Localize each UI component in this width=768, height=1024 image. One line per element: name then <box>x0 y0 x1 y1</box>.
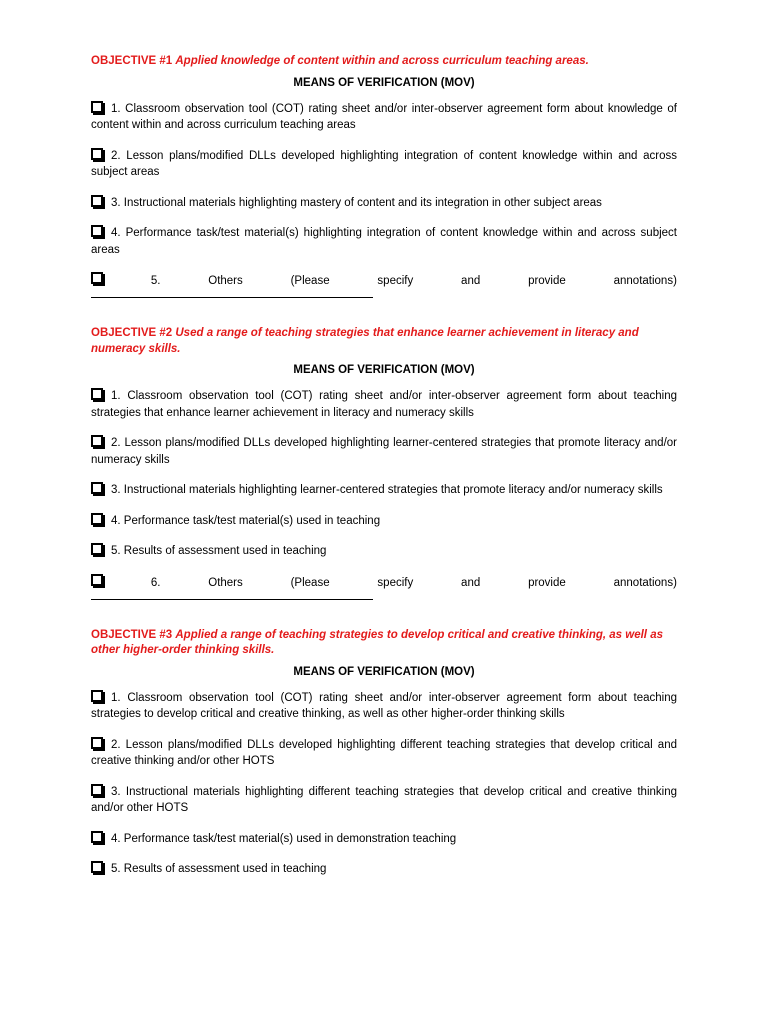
others-word: (Please <box>290 275 330 287</box>
specify-blank-line[interactable] <box>91 289 373 298</box>
mov-item: 3. Instructional materials highlighting different teaching strategies that develop critical and creative thinking and/or other HOTS <box>91 785 677 814</box>
checkbox[interactable] <box>91 831 103 843</box>
mov-item: 5. Results of assessment used in teaching <box>91 861 677 878</box>
checkbox[interactable] <box>91 482 103 494</box>
mov-heading-1: MEANS OF VERIFICATION (MOV) <box>293 76 475 89</box>
mov-item: 4. Performance task/test material(s) used in demonstration teaching <box>91 831 677 848</box>
others-word: and <box>461 275 481 287</box>
others-row <box>91 272 677 289</box>
mov-item: 4. Performance task/test material(s) used in teaching <box>91 513 677 530</box>
checkbox[interactable] <box>91 574 103 586</box>
others-word: provide <box>528 576 566 589</box>
checkbox[interactable] <box>91 737 103 749</box>
others-word: annotations) <box>613 275 677 287</box>
others-word: Others <box>208 275 243 287</box>
checkbox[interactable] <box>91 388 103 400</box>
objective-3-text: Applied a range of teaching strategies to develop critical and creative thinking, as well as other higher-order thinking skills. <box>91 628 663 656</box>
checkbox[interactable] <box>91 690 103 702</box>
mov-item: 2. Lesson plans/modified DLLs developed highlighting integration of content knowledge within and across subject areas <box>91 149 677 178</box>
specify-blank-line[interactable] <box>91 591 373 600</box>
objective-3-section <box>91 628 677 878</box>
checkbox[interactable] <box>91 225 103 237</box>
mov-item: 1. Classroom observation tool (COT) rating sheet and/or inter-observer agreement form about knowledge of content within and across curriculum teaching areas <box>91 102 677 131</box>
checkbox[interactable] <box>91 861 103 873</box>
objective-2-heading <box>91 326 677 357</box>
mov-item: 4. Performance task/test material(s) highlighting integration of content knowledge within and across subject areas <box>91 227 677 256</box>
objective-1-label: OBJECTIVE #1 <box>91 55 173 67</box>
mov-item: 3. Instructional materials highlighting learner-centered strategies that promote literacy and/or numeracy skills <box>91 482 677 499</box>
others-word: and <box>461 576 481 589</box>
others-word: specify <box>377 275 414 287</box>
checkbox[interactable] <box>91 435 103 447</box>
mov-heading-2: MEANS OF VERIFICATION (MOV) <box>293 364 475 376</box>
checkbox[interactable] <box>91 195 103 207</box>
mov-item: 1. Classroom observation tool (COT) rating sheet and/or inter-observer agreement form about teaching strategies to develop critical and creative thinking, as well as other higher-order thinking skills <box>91 691 677 720</box>
objective-2-label: OBJECTIVE #2 <box>91 327 173 339</box>
checkbox[interactable] <box>91 543 103 555</box>
mov-item: 1. Classroom observation tool (COT) rating sheet and/or inter-observer agreement form about teaching strategies that enhance learner achievement in literacy and numeracy skills <box>91 390 677 419</box>
checkbox[interactable] <box>91 272 103 284</box>
others-word: 5. <box>150 275 161 287</box>
others-word: 6. <box>150 576 161 589</box>
objective-2-text: Used a range of teaching strategies that enhance learner achievement in literacy and numeracy skills. <box>91 327 639 355</box>
mov-heading-3: MEANS OF VERIFICATION (MOV) <box>293 665 475 678</box>
objective-1-heading <box>91 54 677 70</box>
others-word: (Please <box>290 576 330 589</box>
objective-1-section <box>91 54 677 298</box>
checkbox[interactable] <box>91 101 103 113</box>
others-row <box>91 574 677 591</box>
mov-item: 5. Results of assessment used in teaching <box>91 543 677 560</box>
others-word: Others <box>208 576 243 589</box>
others-word: specify <box>377 576 414 589</box>
others-word: annotations) <box>613 576 677 589</box>
mov-item: 3. Instructional materials highlighting mastery of content and its integration in other subject areas <box>91 195 677 212</box>
objective-3-heading <box>91 628 677 659</box>
mov-item: 2. Lesson plans/modified DLLs developed highlighting different teaching strategies that develop critical and creative thinking and/or other HOTS <box>91 738 677 767</box>
others-word: provide <box>528 275 566 287</box>
objective-2-section <box>91 326 677 600</box>
mov-item: 2. Lesson plans/modified DLLs developed highlighting learner-centered strategies that promote literacy and/or numeracy skills <box>91 437 677 466</box>
document-page <box>91 54 677 878</box>
checkbox[interactable] <box>91 784 103 796</box>
objective-3-label: OBJECTIVE #3 <box>91 628 173 641</box>
checkbox[interactable] <box>91 513 103 525</box>
checkbox[interactable] <box>91 148 103 160</box>
objective-1-text: Applied knowledge of content within and across curriculum teaching areas. <box>175 55 589 67</box>
